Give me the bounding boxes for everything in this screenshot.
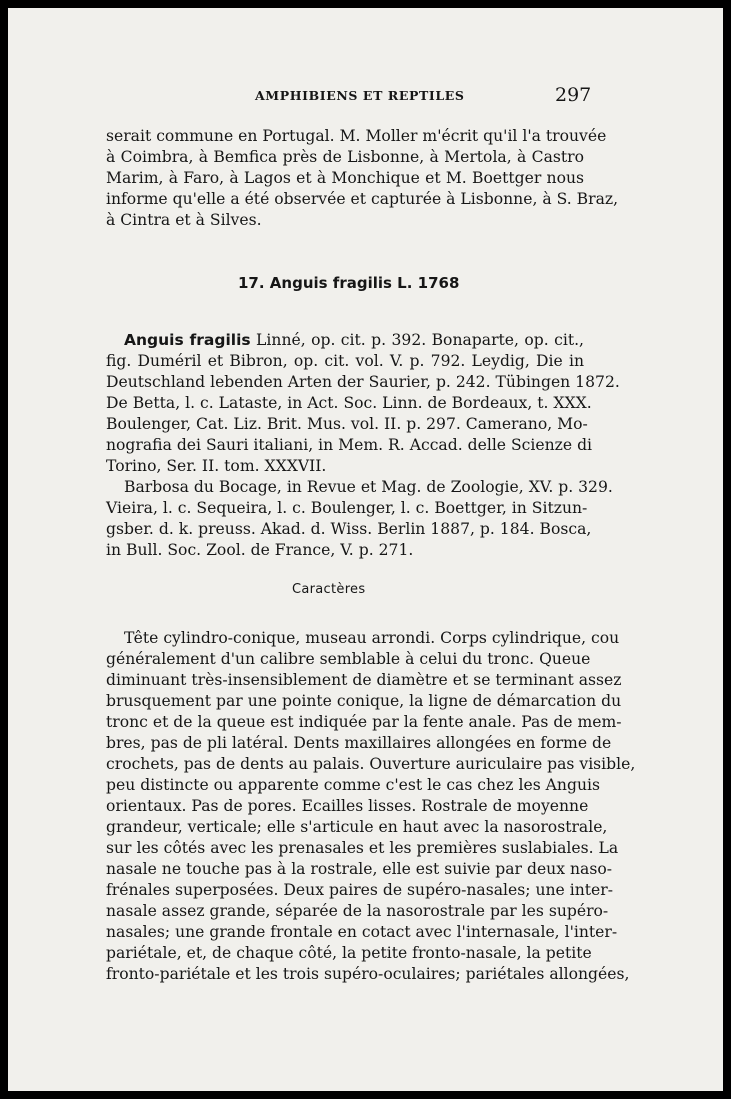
page-number: 297 (555, 84, 592, 106)
running-title: AMPHIBIENS ET REPTILES (255, 88, 465, 103)
text-line: Boulenger, Cat. Liz. Brit. Mus. vol. II. p. 297. Camerano, Mo- (106, 415, 588, 433)
text-line: généralement d'un calibre semblable à celui du tronc. Queue (106, 650, 591, 668)
text-line: serait commune en Portugal. M. Moller m'écrit qu'il l'a trouvée (106, 127, 607, 145)
text-line: Barbosa du Bocage, in Revue et Mag. de Zoologie, XV. p. 329. (124, 478, 613, 496)
section-heading: Caractères (292, 582, 366, 597)
synonymy-first-line (106, 330, 584, 351)
text-line: diminuant très-insensiblement de diamètre et se terminant assez (106, 671, 622, 689)
text-line: pariétale, et, de chaque côté, la petite fronto-nasale, la petite (106, 944, 592, 962)
synonymy-first-line-text: Linné, op. cit. p. 392. Bonaparte, op. cit., (250, 331, 584, 349)
text-line: Vieira, l. c. Sequeira, l. c. Boulenger, l. c. Boettger, in Sitzun- (106, 499, 588, 517)
text-line: grandeur, verticale; elle s'articule en haut avec la nasorostrale, (106, 818, 608, 836)
text-line: à Coimbra, à Bemfica près de Lisbonne, à Mertola, à Castro (106, 148, 584, 166)
text-line: nografia dei Sauri italiani, in Mem. R. Accad. delle Scienze di (106, 436, 593, 454)
text-line: Torino, Ser. II. tom. XXXVII. (106, 457, 327, 475)
text-line: Marim, à Faro, à Lagos et à Monchique et M. Boettger nous (106, 169, 584, 187)
book-page (8, 8, 723, 1091)
text-line: crochets, pas de dents au palais. Ouverture auriculaire pas visible, (106, 755, 636, 773)
text-line: Deutschland lebenden Arten der Saurier, p. 242. Tübingen 1872. (106, 373, 620, 391)
text-line: nasale ne touche pas à la rostrale, elle est suivie par deux naso- (106, 860, 612, 878)
text-line: peu distincte ou apparente comme c'est le cas chez les Anguis (106, 776, 600, 794)
text-line: nasale assez grande, séparée de la nasorostrale par les supéro- (106, 902, 609, 920)
text-line: orientaux. Pas de pores. Ecailles lisses. Rostrale de moyenne (106, 797, 589, 815)
text-line: Tête cylindro-conique, museau arrondi. Corps cylindrique, cou (124, 629, 620, 647)
text-line: fronto-pariétale et les trois supéro-oculaires; pariétales allongées, (106, 965, 630, 983)
genus-name: Anguis fragilis (124, 331, 251, 349)
characters-paragraph (106, 628, 636, 985)
text-line: De Betta, l. c. Lataste, in Act. Soc. Linn. de Bordeaux, t. XXX. (106, 394, 592, 412)
text-line: gsber. d. k. preuss. Akad. d. Wiss. Berlin 1887, p. 184. Bosca, (106, 520, 592, 538)
text-line: nasales; une grande frontale en cotact avec l'internasale, l'inter- (106, 923, 618, 941)
text-line: bres, pas de pli latéral. Dents maxillaires allongées en forme de (106, 734, 612, 752)
intro-paragraph (106, 126, 619, 231)
text-line: sur les côtés avec les prenasales et les premières suslabiales. La (106, 839, 619, 857)
text-line: à Cintra et à Silves. (106, 211, 262, 229)
species-heading: 17. Anguis fragilis L. 1768 (238, 274, 460, 292)
text-line: brusquement par une pointe conique, la ligne de démarcation du (106, 692, 622, 710)
text-line: fig. Duméril et Bibron, op. cit. vol. V. p. 792. Leydig, Die in (106, 352, 584, 370)
text-line: frénales superposées. Deux paires de supéro-nasales; une inter- (106, 881, 613, 899)
text-line: informe qu'elle a été observée et capturée à Lisbonne, à S. Braz, (106, 190, 619, 208)
text-line: tronc et de la queue est indiquée par la fente anale. Pas de mem- (106, 713, 622, 731)
synonymy-paragraph (106, 330, 620, 561)
text-line: in Bull. Soc. Zool. de France, V. p. 271. (106, 541, 414, 559)
